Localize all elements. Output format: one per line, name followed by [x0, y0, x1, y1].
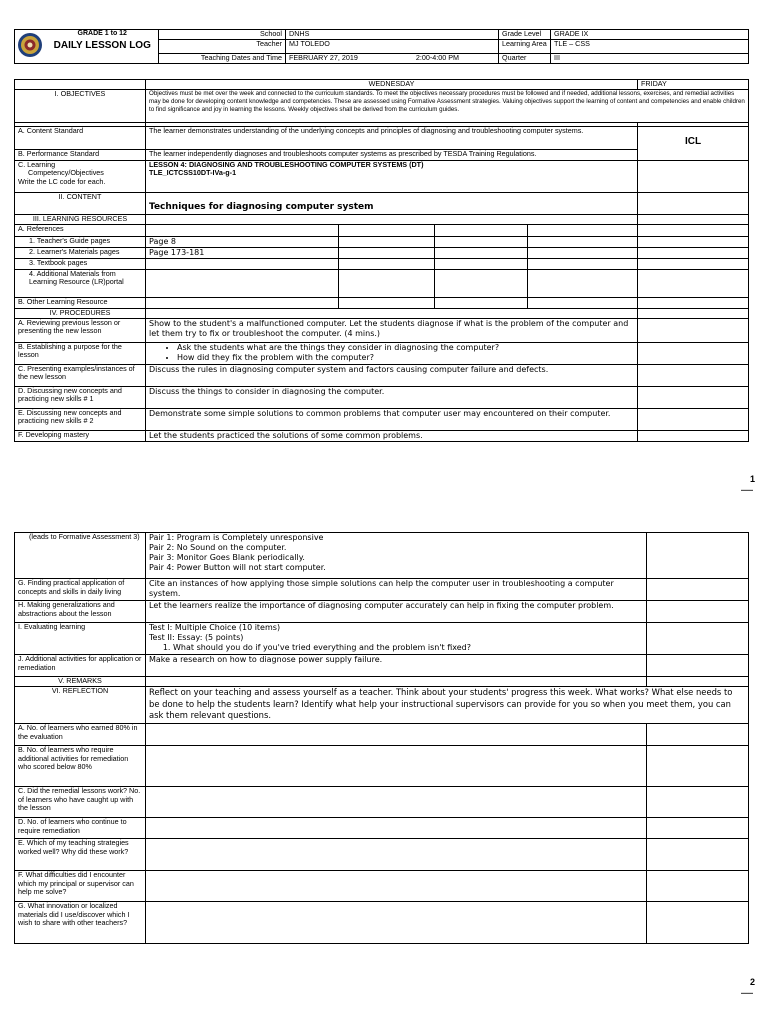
- content-standard-label: A. Content Standard: [15, 126, 146, 149]
- learning-resources-label: III. LEARNING RESOURCES: [15, 214, 146, 224]
- procedure-h-text: Let the learners realize the importance of diagnosing computer accurately can help in fixing the computer problem.: [146, 601, 647, 623]
- deped-logo-cell: [15, 30, 47, 64]
- procedure-h-label: H. Making generalizations and abstractions about the lesson: [15, 601, 146, 623]
- list-item: 1. What should you do if you've tried everything and the problem isn't fixed?: [173, 643, 643, 653]
- procedure-b-label: B. Establishing a purpose for the lesson: [15, 342, 146, 364]
- procedure-j-text: Make a research on how to diagnose power supply failure.: [146, 655, 647, 677]
- content-standard-text: The learner demonstrates understanding of the underlying concepts and principles of diagnosing and troubleshooting computer systems.: [146, 126, 638, 149]
- page-footnote-1: ▬▬▬: [741, 487, 753, 492]
- reflection-item: E. Which of my teaching strategies worked well? Why did these work?: [15, 839, 146, 871]
- page-footnote-2: ▬▬▬: [741, 990, 753, 995]
- time-text: 2:00-4:00 PM: [415, 53, 460, 62]
- procedure-i-label: I. Evaluating learning: [15, 623, 146, 655]
- reflection-item: F. What difficulties did I encounter which my principal or supervisor can help me solve?: [15, 871, 146, 902]
- procedure-f-text: Let the students practiced the solutions of some common problems.: [146, 430, 638, 441]
- page-number-2: 2: [750, 977, 756, 987]
- page-title: DAILY LESSON LOG: [47, 40, 159, 64]
- reflection-item: D. No. of learners who continue to require remediation: [15, 818, 146, 839]
- procedure-e-label: E. Discussing new concepts and practicing new skills # 2: [15, 408, 146, 430]
- reflection-item: B. No. of learners who require additional activities for remediation who scored below 80%: [15, 746, 146, 787]
- page-number-1: 1: [750, 474, 756, 484]
- grade-level-label: Grade Level: [499, 30, 551, 40]
- performance-standard-text: The learner independently diagnoses and troubleshoots computer systems as prescribed by TESDA Training Regulations.: [146, 149, 638, 160]
- day-friday: FRIDAY: [638, 80, 749, 90]
- list-item: Pair 2: No Sound on the computer.: [149, 543, 287, 552]
- teachers-guide-label: 1. Teacher's Guide pages: [15, 236, 146, 247]
- lesson-table-page2: [14, 532, 749, 944]
- textbook-label: 3. Textbook pages: [15, 258, 146, 269]
- additional-materials-label: 4. Additional Materials from Learning Resource (LR)portal: [15, 269, 146, 297]
- list-item: • How did they fix the problem with the computer?: [177, 353, 634, 363]
- procedure-f-label: F. Developing mastery: [15, 430, 146, 441]
- procedure-i-text: Test I: Multiple Choice (10 items) Test II: Essay: (5 points) 1. What should you do if you've tried everything and the problem isn't fixed?: [146, 623, 647, 655]
- procedure-g-label: G. Finding practical application of concepts and skills in daily living: [15, 579, 146, 601]
- dates-label: Teaching Dates and Time: [159, 53, 286, 63]
- procedures-label: IV. PROCEDURES: [15, 308, 146, 318]
- competency-label: C. Learning Competency/Objectives Write the LC code for each.: [15, 160, 146, 192]
- date-text: FEBRUARY 27, 2019: [289, 53, 358, 62]
- quarter-label: Quarter: [499, 53, 551, 63]
- teachers-guide-value: Page 8: [146, 236, 339, 247]
- list-item: Pair 4: Power Button will not start computer.: [149, 563, 326, 572]
- learners-materials-value: Page 173-181: [146, 247, 339, 258]
- procedure-e-text: Demonstrate some simple solutions to common problems that computer user may encountered on their computer.: [146, 408, 638, 430]
- list-item: Pair 3: Monitor Goes Blank periodically.: [149, 553, 305, 562]
- procedure-d-text: Discuss the things to consider in diagnosing the computer.: [146, 386, 638, 408]
- reflection-item: G. What innovation or localized materials did I use/discover which I wish to share with other teachers?: [15, 902, 146, 944]
- procedure-a-text: Show to the student's a malfunctioned computer. Let the students diagnose if what is the problem of the computer and let them try to fix or troubleshoot the computer. (4 mins.): [146, 318, 638, 342]
- objectives-label: I. OBJECTIVES: [15, 89, 146, 122]
- procedure-f-cont-label: (leads to Formative Assessment 3): [15, 533, 146, 579]
- procedure-b-list: [146, 342, 638, 364]
- quarter-value: III: [551, 53, 749, 63]
- procedure-a-label: A. Reviewing previous lesson or presenting the new lesson: [15, 318, 146, 342]
- procedure-g-text: Cite an instances of how applying those simple solutions can help the computer user in troubleshooting a computer system.: [146, 579, 647, 601]
- dates-value: [286, 53, 499, 63]
- procedure-c-label: C. Presenting examples/instances of the new lesson: [15, 364, 146, 386]
- pairs-list: [146, 533, 647, 579]
- lesson-table-page1: [14, 79, 749, 442]
- competency-text: LESSON 4: DIAGNOSING AND TROUBLESHOOTING COMPUTER SYSTEMS (DT) TLE_ICTCSS10DT-IVa-g-1: [146, 160, 638, 192]
- list-item: Pair 1: Program is Completely unresponsive: [149, 533, 324, 542]
- remarks-label: V. REMARKS: [15, 677, 146, 687]
- procedure-d-label: D. Discussing new concepts and practicing new skills # 1: [15, 386, 146, 408]
- school-value: DNHS: [286, 30, 499, 40]
- teacher-value: MJ TOLEDO: [286, 40, 499, 54]
- learning-area-label: Learning Area: [499, 40, 551, 54]
- objectives-text: Objectives must be met over the week and connected to the curriculum standards. To meet the objectives necessary procedures must be followed and if needed, additional lessons, exercises, and remedial activities may be done for developing content knowledge and competencies. These are assessed using Formative Assessment strategies. Valuing objectives support the learning of content and competencies and enable children to find significance and joy in learning the lessons. Weekly objectives shall be derived from the curriculum guides.: [146, 89, 749, 122]
- deped-seal-icon: [17, 32, 43, 58]
- header-table: [14, 29, 749, 64]
- grade-level-value: GRADE IX: [551, 30, 749, 40]
- performance-standard-label: B. Performance Standard: [15, 149, 146, 160]
- other-resource-label: B. Other Learning Resource: [15, 297, 146, 308]
- content-label: II. CONTENT: [15, 192, 146, 214]
- learners-materials-label: 2. Learner's Materials pages: [15, 247, 146, 258]
- references-label: A. References: [15, 224, 146, 236]
- reflection-label: VI. REFLECTION: [15, 687, 146, 724]
- reflection-text: Reflect on your teaching and assess yourself as a teacher. Think about your students' progress this week. What works? What else needs to be done to help the students learn? Identify what help your instructional supervisors can provide for you so when you meet them, you can ask them relevant questions.: [146, 687, 749, 724]
- school-label: School: [159, 30, 286, 40]
- content-text: Techniques for diagnosing computer system: [146, 192, 638, 214]
- reflection-item: C. Did the remedial lessons work? No. of learners who have caught up with the lesson: [15, 787, 146, 818]
- teacher-label: Teacher: [159, 40, 286, 54]
- list-item: • Ask the students what are the things they consider in diagnosing the computer?: [177, 343, 634, 353]
- grade-range: GRADE 1 to 12: [47, 30, 159, 40]
- friday-note: ICL: [638, 126, 749, 160]
- reflection-item: A. No. of learners who earned 80% in the evaluation: [15, 724, 146, 746]
- day-wednesday: WEDNESDAY: [146, 80, 638, 90]
- procedure-c-text: Discuss the rules in diagnosing computer system and factors causing computer failure and defects.: [146, 364, 638, 386]
- procedure-j-label: J. Additional activities for application or remediation: [15, 655, 146, 677]
- learning-area-value: TLE – CSS: [551, 40, 749, 54]
